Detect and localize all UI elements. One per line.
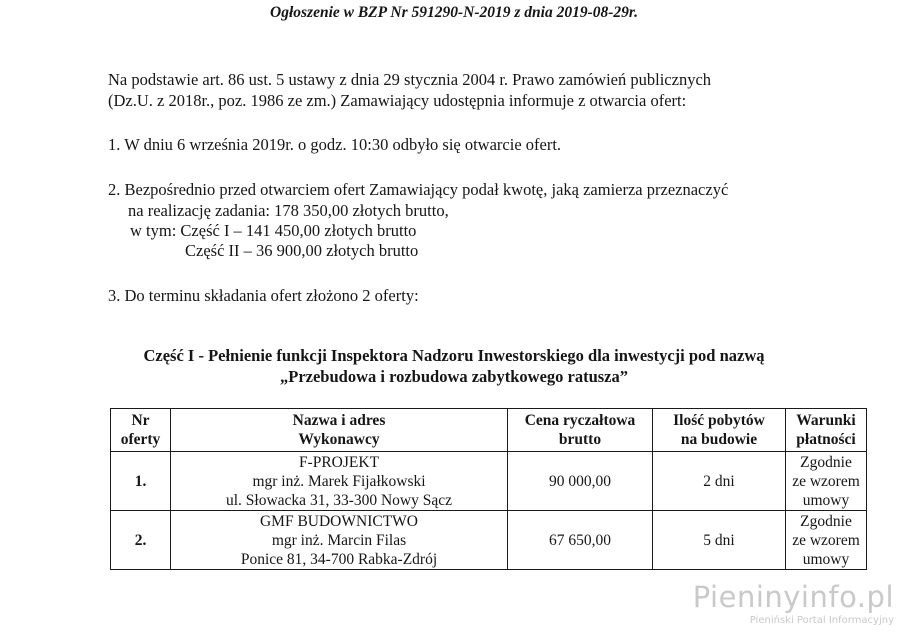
announcement-title: Ogłoszenie w BZP Nr 591290-N-2019 z dnia 2019-08-29r.: [270, 4, 638, 21]
header-name: Nazwa i adres Wykonawcy: [171, 409, 508, 452]
point-2-line-1: 2. Bezpośrednio przed otwarciem ofert Zamawiający podał kwotę, jaką zamierza przeznaczyć: [108, 180, 729, 199]
section-title-line-2: „Przebudowa i rozbudowa zabytkowego ratusza”: [279, 367, 629, 386]
offers-table: [110, 408, 867, 570]
point-3: 3. Do terminu składania ofert złożono 2 oferty:: [108, 286, 419, 305]
intro-line-1: Na podstawie art. 86 ust. 5 ustawy z dnia 29 stycznia 2004 r. Prawo zamówień publicznych: [108, 70, 712, 89]
cell-price: 90 000,00: [508, 452, 653, 511]
cell-nr: 2.: [111, 511, 171, 570]
point-2-line-3: w tym: Część I – 141 450,00 złotych brutto: [130, 221, 417, 240]
header-visits: Ilość pobytów na budowie: [653, 409, 786, 452]
watermark-sub: Pieniński Portal Informacyjny: [749, 615, 894, 626]
header-terms: Warunki płatności: [786, 409, 867, 452]
header-nr: Nr oferty: [111, 409, 171, 452]
point-2-line-2: na realizację zadania: 178 350,00 złotych brutto,: [128, 201, 449, 220]
table-row: [111, 452, 867, 511]
table-row: [111, 511, 867, 570]
table-header-row: [111, 409, 867, 452]
cell-visits: 2 dni: [653, 452, 786, 511]
cell-price: 67 650,00: [508, 511, 653, 570]
intro-line-2: (Dz.U. z 2018r., poz. 1986 ze zm.) Zamawiający udostępnia informuje z otwarcia ofert:: [108, 91, 687, 110]
header-price: Cena ryczałtowa brutto: [508, 409, 653, 452]
point-1: 1. W dniu 6 września 2019r. o godz. 10:30 odbyło się otwarcie ofert.: [108, 135, 562, 154]
cell-terms: Zgodnie ze wzorem umowy: [786, 511, 867, 570]
cell-visits: 5 dni: [653, 511, 786, 570]
cell-nr: 1.: [111, 452, 171, 511]
point-2-line-4: Część II – 36 900,00 złotych brutto: [185, 241, 419, 260]
watermark-main: Pieninyinfo.pl: [692, 580, 894, 614]
section-title-line-1: Część I - Pełnienie funkcji Inspektora Nadzoru Inwestorskiego dla inwestycji pod nazwą: [143, 346, 765, 365]
cell-name: F-PROJEKT mgr inż. Marek Fijałkowski ul. Słowacka 31, 33-300 Nowy Sącz: [171, 452, 508, 511]
cell-name: GMF BUDOWNICTWO mgr inż. Marcin Filas Ponice 81, 34-700 Rabka-Zdrój: [171, 511, 508, 570]
cell-terms: Zgodnie ze wzorem umowy: [786, 452, 867, 511]
watermark: [693, 580, 894, 627]
